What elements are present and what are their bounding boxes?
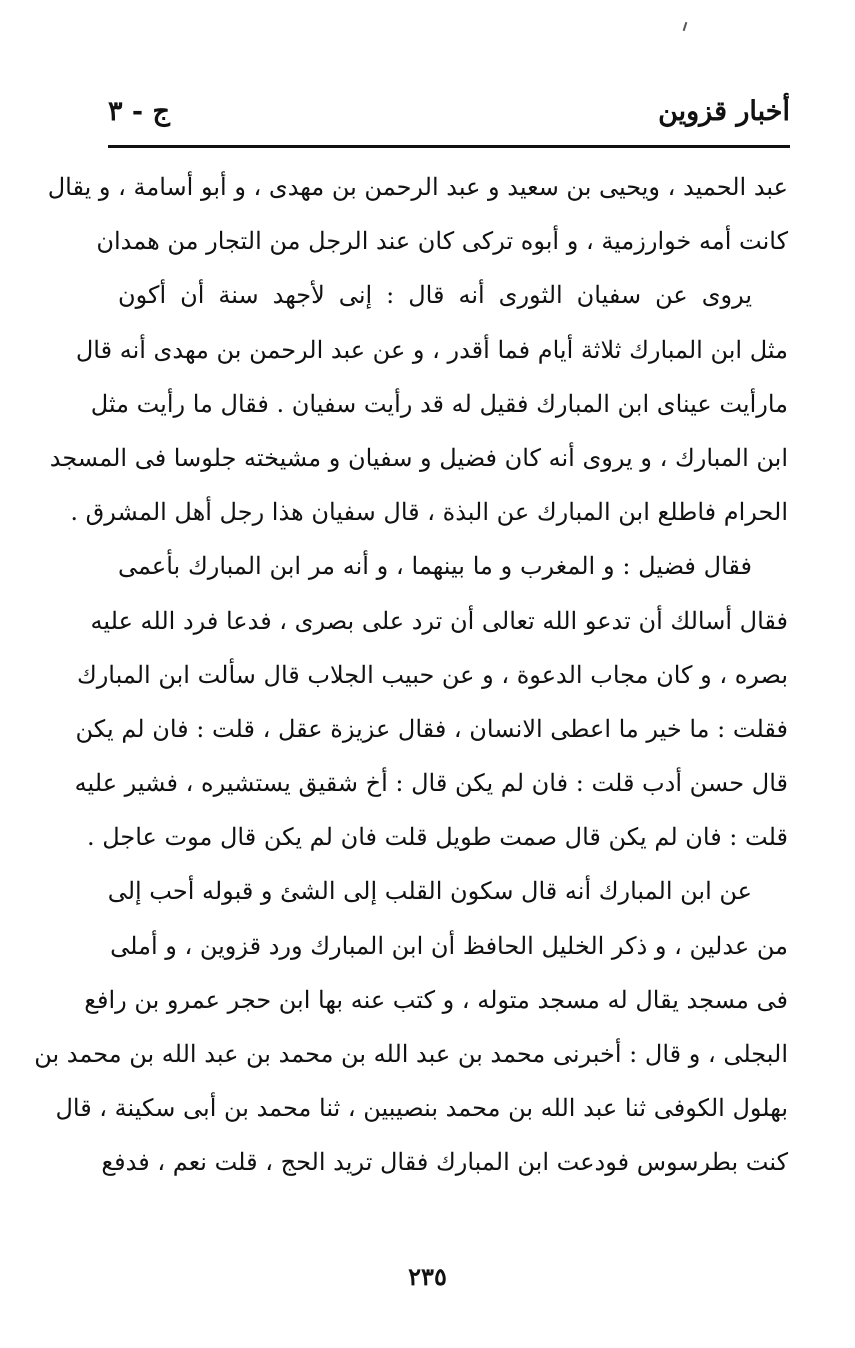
page-number: ٢٣٥ (408, 1262, 447, 1291)
text-line: عن ابن المبارك أنه قال سكون القلب إلى الشئ و قبوله أحب إلى (107, 877, 752, 906)
text-line: قلت : فان لم يكن قال صمت طويل قلت فان لم يكن قال موت عاجل . (86, 823, 788, 852)
volume-number: ج - ٣ (108, 96, 170, 127)
text-line: بهلول الكوفى ثنا عبد الله بن محمد بنصيبين ، ثنا محمد بن أبى سكينة ، قال (55, 1094, 788, 1123)
text-line: الحرام فاطلع ابن المبارك عن البذة ، قال سفيان هذا رجل أهل المشرق . (70, 498, 788, 527)
ink-speck (683, 22, 688, 31)
text-line: فقال فضيل : و المغرب و ما بينهما ، و أنه مر ابن المبارك بأعمى (118, 552, 752, 581)
text-line: مارأيت عيناى ابن المبارك فقيل له قد رأيت سفيان . فقال ما رأيت مثل (90, 389, 788, 418)
running-title: أخبار قزوين (658, 96, 790, 127)
text-line: فى مسجد يقال له مسجد متوله ، و كتب عنه بها ابن حجر عمرو بن رافع (84, 985, 788, 1014)
text-line: بصره ، و كان مجاب الدعوة ، و عن حبيب الجلاب قال سألت ابن المبارك (76, 660, 788, 689)
text-line: فقال أسالك أن تدعو الله تعالى أن ترد على بصرى ، فدعا فرد الله عليه (90, 606, 788, 635)
text-line: البجلى ، و قال : أخبرنى محمد بن عبد الله بن محمد بن عبد الله بن محمد بن (34, 1040, 788, 1068)
text-line: مثل ابن المبارك ثلاثة أيام فما أقدر ، و عن عبد الرحمن بن مهدى أنه قال (75, 335, 788, 364)
text-line: من عدلين ، و ذكر الخليل الحافظ أن ابن المبارك ورد قزوين ، و أملى (110, 931, 788, 960)
body-text (34, 160, 788, 1190)
text-line: كنت بطرسوس فودعت ابن المبارك فقال تريد الحج ، قلت نعم ، فدفع (101, 1148, 788, 1177)
text-line: عبد الحميد ، ويحيى بن سعيد و عبد الرحمن بن مهدى ، و أبو أسامة ، و يقال (47, 173, 788, 201)
header-rule (108, 145, 790, 148)
text-line: يروى عن سفيان الثورى أنه قال : إنى لأجهد سنة أن أكون (118, 281, 752, 310)
text-line: قال حسن أدب قلت : فان لم يكن قال : أخ شقيق يستشيره ، فشير عليه (74, 769, 788, 798)
text-line: فقلت : ما خير ما اعطى الانسان ، فقال عزيزة عقل ، قلت : فان لم يكن (75, 714, 788, 743)
text-line: ابن المبارك ، و يروى أنه كان فضيل و سفيان و مشيخته جلوسا فى المسجد (49, 443, 788, 472)
running-header (108, 92, 790, 142)
text-line: كانت أمه خوارزمية ، و أبوه تركى كان عند الرجل من التجار من همدان (96, 227, 788, 256)
